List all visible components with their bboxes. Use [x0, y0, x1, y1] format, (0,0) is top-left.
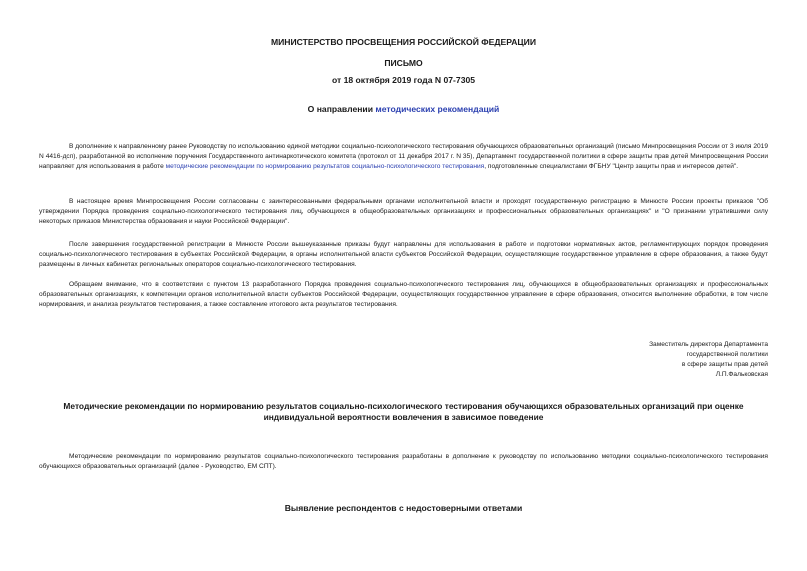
paragraph-4: Обращаем внимание, что в соответствии с пунктом 13 разработанного Порядка проведения социально-психологического тестирования лиц, обучающихся в общеобразовательных организациях и профессиональных образовательных организациях, к компетенции органов исполнительной власти субъектов Российской Федерации, осуществляющих государственное управление в сфере образования, относится выполнение обработки, в том числе нормирования, и анализа результатов тестирования, а также составление итогового акта результатов тестирования.: [39, 281, 768, 309]
recommendations-intro: Методические рекомендации по нормированию результатов социально-психологического тестирования разработаны в дополнение к руководству по использованию методики социально-психологического тестирования обучающихся образовательных организаций (далее - Руководство, ЕМ СПТ).: [39, 453, 768, 471]
ministry-heading: МИНИСТЕРСТВО ПРОСВЕЩЕНИЯ РОССИЙСКОЙ ФЕДЕРАЦИИ: [270, 37, 537, 47]
date-number-heading: от 18 октября 2019 года N 07-7305: [331, 75, 476, 85]
signature-block: [548, 340, 768, 380]
doc-type-heading: ПИСЬМО: [384, 58, 423, 68]
paragraph-1-text-b: , подготовленные специалистами ФГБНУ "Центр защиты прав и интересов детей".: [484, 163, 739, 171]
recommendations-title: Методические рекомендации по нормированию результатов социально-психологического тестирования обучающихся образовательных организаций при оценке индивидуальной вероятности вовлечения в зависимое поведение: [63, 401, 744, 422]
signature-line-3: в сфере защиты прав детей: [681, 361, 768, 368]
paragraph-2: В настоящее время Минпросвещения России согласованы с заинтересованными федеральными органами исполнительной власти и проходят государственную регистрацию в Минюсте России проекты приказов "Об утверждении Порядка проведения социально-психологического тестирования лиц, обучающихся в общеобразовательных организациях и профессиональных образовательных организациях" и "О признании утратившими силу некоторых приказов Министерства образования и науки Российской Федерации".: [39, 198, 768, 226]
signature-line-2: государственной политики: [686, 351, 768, 358]
recommendations-link[interactable]: методические рекомендации по нормированию результатов социально-психологического тестирования: [165, 163, 485, 171]
paragraph-3: После завершения государственной регистрации в Минюсте России вышеуказанные приказы будут направлены для использования в работе и подготовки нормативных актов, регламентирующих порядок проведения социально-психологического тестирования в субъектах Российской Федерации, в органы исполнительной власти субъектов Российской Федерации, осуществляющие государственное управление в сфере образования, а также будут размещены в личных кабинетах региональных операторов социально-психологического тестирования.: [39, 241, 768, 269]
subject-heading: [0, 104, 807, 115]
subject-prefix: О направлении: [307, 104, 376, 114]
subject-link[interactable]: методических рекомендаций: [375, 104, 500, 114]
signature-line-1: Заместитель директора Департамента: [649, 341, 768, 348]
section-subtitle: Выявление респондентов с недостоверными ответами: [284, 503, 523, 513]
paragraph-1: [39, 142, 768, 173]
signature-name: Л.П.Фальковская: [715, 371, 768, 378]
paragraph-1-text-a: В дополнение к направленному ранее Руководству по использованию единой методики социально-психологического тестирования обучающихся образовательных организаций (письмо Минпросвещения России от 3 июля 2019 N 4416-дсп), разработанной во исполнение поручения Государственного антинаркотического комитета (протокол от 11 декабря 2017 г. N 35), Департамент государственной политики в сфере защиты прав детей Минпросвещения России направляет для использования в работе: [39, 143, 768, 171]
